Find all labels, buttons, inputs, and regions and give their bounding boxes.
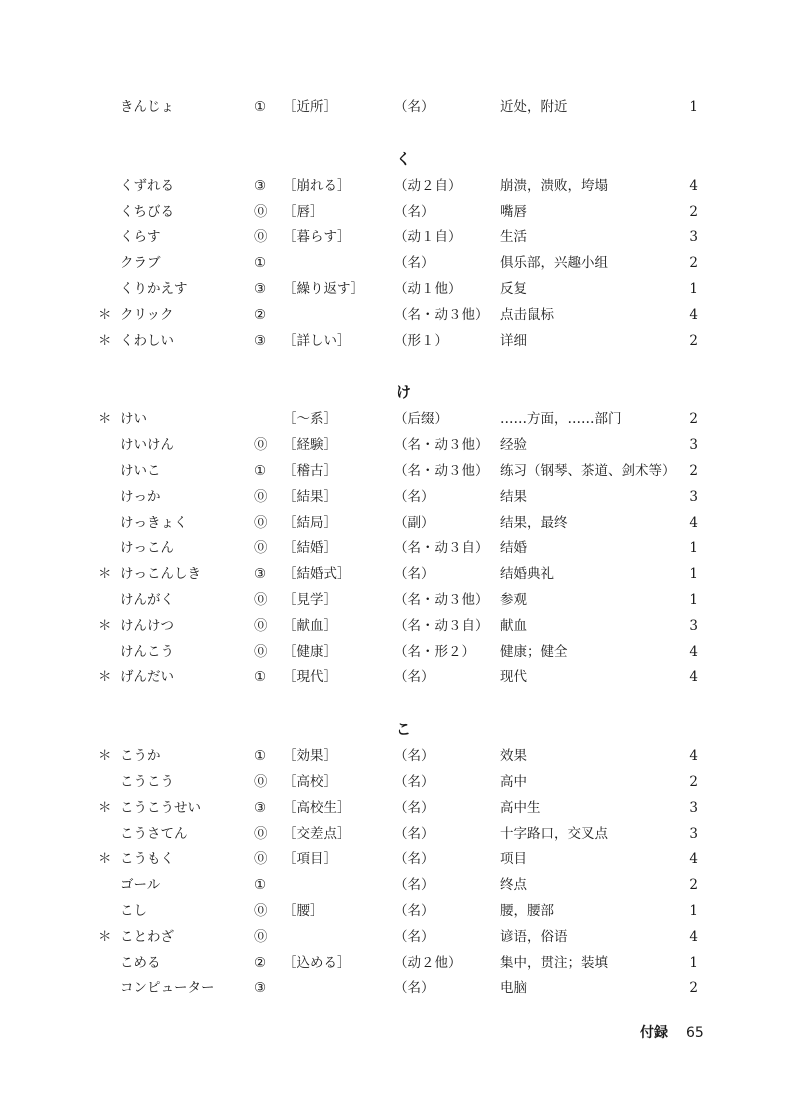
entry-star-mark: ＊ — [98, 307, 112, 323]
entry-meaning: 健康；健全 — [500, 644, 568, 660]
glossary-entry — [0, 978, 800, 998]
entry-part-of-speech: （名・形２） — [394, 644, 475, 660]
section-heading: け — [396, 383, 412, 402]
entry-kana: くらす — [120, 229, 161, 245]
entry-meaning: 嘴唇 — [500, 204, 527, 220]
entry-star-mark: ＊ — [98, 411, 112, 427]
entry-meaning: 献血 — [500, 618, 527, 634]
entry-part-of-speech: （名） — [394, 748, 435, 764]
entry-accent: ③ — [254, 800, 267, 816]
entry-lesson-number: 1 — [689, 592, 698, 608]
entry-accent: ③ — [254, 566, 267, 582]
entry-lesson-number: 3 — [689, 437, 698, 453]
entry-star-mark: ＊ — [98, 333, 112, 349]
entry-meaning: 高中生 — [500, 800, 541, 816]
entry-meaning: 结婚 — [500, 540, 527, 556]
glossary-entry — [0, 642, 800, 662]
entry-accent: ⓪ — [254, 592, 268, 608]
entry-accent: ① — [254, 877, 267, 893]
entry-kana: くわしい — [120, 333, 174, 349]
entry-star-mark: ＊ — [98, 851, 112, 867]
glossary-entry — [0, 772, 800, 792]
glossary-entry — [0, 953, 800, 973]
glossary-entry — [0, 435, 800, 455]
entry-accent: ② — [254, 955, 267, 971]
entry-kana: クラブ — [120, 255, 161, 271]
entry-lesson-number: 2 — [689, 774, 698, 790]
entry-kanji: ［項目］ — [283, 851, 337, 867]
entry-meaning: 经验 — [500, 437, 527, 453]
entry-kana: けっか — [120, 489, 161, 505]
entry-accent: ① — [254, 748, 267, 764]
entry-part-of-speech: （动１他） — [394, 281, 462, 297]
entry-part-of-speech: （名） — [394, 903, 435, 919]
entry-lesson-number: 2 — [689, 877, 698, 893]
entry-accent: ① — [254, 463, 267, 479]
section-heading: こ — [396, 720, 412, 739]
entry-kana: こうこう — [120, 774, 174, 790]
entry-kanji: ［高校生］ — [283, 800, 351, 816]
glossary-entry — [0, 409, 800, 429]
entry-kanji: ［交差点］ — [283, 826, 351, 842]
entry-part-of-speech: （名） — [394, 800, 435, 816]
entry-meaning: 腰，腰部 — [500, 903, 554, 919]
glossary-entry — [0, 253, 800, 273]
entry-accent: ③ — [254, 333, 267, 349]
entry-part-of-speech: （名・动３自） — [394, 540, 489, 556]
entry-meaning: 点击鼠标 — [500, 307, 554, 323]
entry-accent: ⓪ — [254, 826, 268, 842]
page-footer — [0, 1022, 800, 1044]
entry-accent: ⓪ — [254, 204, 268, 220]
entry-meaning: 谚语，俗语 — [500, 929, 568, 945]
entry-star-mark: ＊ — [98, 800, 112, 816]
entry-meaning: 参观 — [500, 592, 527, 608]
entry-part-of-speech: （名） — [394, 851, 435, 867]
page-number: 65 — [686, 1025, 704, 1041]
entry-kanji: ［高校］ — [283, 774, 337, 790]
glossary-entry — [0, 798, 800, 818]
entry-kanji: ［結局］ — [283, 515, 337, 531]
entry-star-mark: ＊ — [98, 929, 112, 945]
entry-kanji: ［暮らす］ — [283, 229, 351, 245]
entry-kana: くずれる — [120, 178, 174, 194]
entry-kana: くちびる — [120, 204, 174, 220]
entry-accent: ① — [254, 255, 267, 271]
glossary-entry — [0, 616, 800, 636]
entry-kana: ゴール — [120, 877, 161, 893]
entry-lesson-number: 1 — [689, 903, 698, 919]
entry-accent: ⓪ — [254, 851, 268, 867]
entry-accent: ① — [254, 99, 267, 115]
glossary-entry — [0, 176, 800, 196]
entry-kana: けんこう — [120, 644, 174, 660]
glossary-entry — [0, 590, 800, 610]
entry-meaning: 近处，附近 — [500, 99, 568, 115]
entry-accent: ⓪ — [254, 515, 268, 531]
entry-part-of-speech: （名・动３他） — [394, 592, 489, 608]
entry-kana: コンピューター — [120, 980, 215, 996]
entry-lesson-number: 3 — [689, 800, 698, 816]
entry-lesson-number: 3 — [689, 826, 698, 842]
entry-meaning: 崩溃，溃败，垮塌 — [500, 178, 608, 194]
entry-meaning: 结果，最终 — [500, 515, 568, 531]
entry-accent: ⓪ — [254, 774, 268, 790]
entry-meaning: 效果 — [500, 748, 527, 764]
entry-kanji: ［詳しい］ — [283, 333, 351, 349]
entry-kanji: ［込める］ — [283, 955, 351, 971]
entry-part-of-speech: （动１自） — [394, 229, 462, 245]
entry-kana: けっきょく — [120, 515, 188, 531]
glossary-entry — [0, 849, 800, 869]
entry-kana: けい — [120, 411, 147, 427]
entry-star-mark: ＊ — [98, 748, 112, 764]
entry-lesson-number: 2 — [689, 204, 698, 220]
glossary-entry — [0, 97, 800, 117]
entry-accent: ⓪ — [254, 644, 268, 660]
entry-lesson-number: 2 — [689, 463, 698, 479]
entry-kanji: ［崩れる］ — [283, 178, 351, 194]
entry-kanji: ［効果］ — [283, 748, 337, 764]
entry-accent: ③ — [254, 281, 267, 297]
entry-part-of-speech: （名） — [394, 826, 435, 842]
entry-lesson-number: 4 — [689, 669, 698, 685]
entry-kana: けいけん — [120, 437, 174, 453]
entry-kana: けんけつ — [120, 618, 174, 634]
entry-part-of-speech: （名） — [394, 929, 435, 945]
entry-part-of-speech: （名・动３他） — [394, 307, 489, 323]
entry-accent: ⓪ — [254, 437, 268, 453]
glossary-entry — [0, 824, 800, 844]
entry-meaning: 俱乐部，兴趣小组 — [500, 255, 608, 271]
entry-accent: ③ — [254, 980, 267, 996]
entry-meaning: 详细 — [500, 333, 527, 349]
entry-star-mark: ＊ — [98, 669, 112, 685]
entry-kana: けっこん — [120, 540, 174, 556]
entry-star-mark: ＊ — [98, 566, 112, 582]
entry-lesson-number: 2 — [689, 333, 698, 349]
entry-kanji: ［結果］ — [283, 489, 337, 505]
entry-kanji: ［近所］ — [283, 99, 337, 115]
entry-part-of-speech: （副） — [394, 515, 435, 531]
entry-accent: ⓪ — [254, 903, 268, 919]
glossary-entry — [0, 927, 800, 947]
glossary-entry — [0, 667, 800, 687]
glossary-entry — [0, 538, 800, 558]
entry-kana: きんじょ — [120, 99, 174, 115]
glossary-entry — [0, 901, 800, 921]
entry-meaning: ……方面，……部门 — [500, 411, 622, 427]
entry-part-of-speech: （名） — [394, 255, 435, 271]
entry-meaning: 练习（钢琴、茶道、剑术等） — [500, 463, 676, 479]
entry-meaning: 项目 — [500, 851, 527, 867]
entry-kanji: ［見学］ — [283, 592, 337, 608]
entry-kana: けっこんしき — [120, 566, 201, 582]
entry-kana: げんだい — [120, 669, 174, 685]
entry-part-of-speech: （后缀） — [394, 411, 448, 427]
entry-kanji: ［繰り返す］ — [283, 281, 364, 297]
entry-accent: ① — [254, 669, 267, 685]
entry-lesson-number: 2 — [689, 411, 698, 427]
entry-lesson-number: 2 — [689, 255, 698, 271]
entry-kana: クリック — [120, 307, 174, 323]
entry-part-of-speech: （动２他） — [394, 955, 462, 971]
entry-meaning: 现代 — [500, 669, 527, 685]
entry-kana: くりかえす — [120, 281, 188, 297]
glossary-entry — [0, 305, 800, 325]
entry-lesson-number: 4 — [689, 851, 698, 867]
glossary-entry — [0, 746, 800, 766]
entry-kanji: ［献血］ — [283, 618, 337, 634]
entry-kana: こうもく — [120, 851, 174, 867]
entry-star-mark: ＊ — [98, 618, 112, 634]
entry-part-of-speech: （名・动３他） — [394, 463, 489, 479]
entry-lesson-number: 4 — [689, 307, 698, 323]
footer-section-label: 付録 — [640, 1025, 668, 1041]
entry-part-of-speech: （名） — [394, 980, 435, 996]
entry-accent: ⓪ — [254, 618, 268, 634]
entry-meaning: 终点 — [500, 877, 527, 893]
entry-lesson-number: 1 — [689, 99, 698, 115]
entry-kana: こうか — [120, 748, 161, 764]
entry-accent: ② — [254, 307, 267, 323]
entry-meaning: 结婚典礼 — [500, 566, 554, 582]
entry-meaning: 电脑 — [500, 980, 527, 996]
entry-part-of-speech: （形１） — [394, 333, 448, 349]
entry-kanji: ［健康］ — [283, 644, 337, 660]
glossary-entry — [0, 513, 800, 533]
entry-meaning: 生活 — [500, 229, 527, 245]
entry-lesson-number: 2 — [689, 980, 698, 996]
entry-accent: ⓪ — [254, 489, 268, 505]
entry-meaning: 集中，贯注；装填 — [500, 955, 608, 971]
entry-meaning: 结果 — [500, 489, 527, 505]
entry-meaning: 十字路口，交叉点 — [500, 826, 608, 842]
entry-part-of-speech: （名） — [394, 566, 435, 582]
entry-kanji: ［現代］ — [283, 669, 337, 685]
glossary-entry — [0, 564, 800, 584]
entry-lesson-number: 4 — [689, 748, 698, 764]
entry-kana: こうこうせい — [120, 800, 201, 816]
entry-part-of-speech: （名・动３他） — [394, 437, 489, 453]
glossary-entry — [0, 279, 800, 299]
entry-kanji: ［結婚式］ — [283, 566, 351, 582]
glossary-entry — [0, 202, 800, 222]
entry-lesson-number: 4 — [689, 515, 698, 531]
entry-part-of-speech: （名） — [394, 877, 435, 893]
entry-accent: ③ — [254, 178, 267, 194]
entry-lesson-number: 1 — [689, 955, 698, 971]
glossary-entry — [0, 461, 800, 481]
entry-part-of-speech: （名） — [394, 774, 435, 790]
entry-meaning: 反复 — [500, 281, 527, 297]
entry-kana: ことわざ — [120, 929, 174, 945]
entry-kanji: ［唇］ — [283, 204, 324, 220]
entry-part-of-speech: （名） — [394, 489, 435, 505]
entry-kana: こめる — [120, 955, 161, 971]
entry-accent: ⓪ — [254, 929, 268, 945]
entry-part-of-speech: （名・动３自） — [394, 618, 489, 634]
entry-part-of-speech: （动２自） — [394, 178, 462, 194]
entry-kana: こうさてん — [120, 826, 188, 842]
entry-kana: けいこ — [120, 463, 161, 479]
entry-kanji: ［～系］ — [283, 411, 337, 427]
entry-lesson-number: 4 — [689, 178, 698, 194]
entry-kanji: ［腰］ — [283, 903, 324, 919]
entry-kanji: ［経験］ — [283, 437, 337, 453]
glossary-entry — [0, 875, 800, 895]
entry-kana: けんがく — [120, 592, 174, 608]
entry-lesson-number: 1 — [689, 566, 698, 582]
entry-lesson-number: 1 — [689, 540, 698, 556]
entry-lesson-number: 4 — [689, 644, 698, 660]
glossary-entry — [0, 227, 800, 247]
entry-accent: ⓪ — [254, 540, 268, 556]
entry-accent: ⓪ — [254, 229, 268, 245]
entry-lesson-number: 3 — [689, 489, 698, 505]
entry-lesson-number: 1 — [689, 281, 698, 297]
entry-part-of-speech: （名） — [394, 669, 435, 685]
entry-meaning: 高中 — [500, 774, 527, 790]
entry-lesson-number: 4 — [689, 929, 698, 945]
entry-kanji: ［結婚］ — [283, 540, 337, 556]
entry-lesson-number: 3 — [689, 229, 698, 245]
entry-lesson-number: 3 — [689, 618, 698, 634]
glossary-entry — [0, 487, 800, 507]
glossary-entry — [0, 331, 800, 351]
entry-part-of-speech: （名） — [394, 204, 435, 220]
entry-kanji: ［稽古］ — [283, 463, 337, 479]
entry-part-of-speech: （名） — [394, 99, 435, 115]
section-heading: く — [396, 149, 412, 168]
entry-kana: こし — [120, 903, 147, 919]
